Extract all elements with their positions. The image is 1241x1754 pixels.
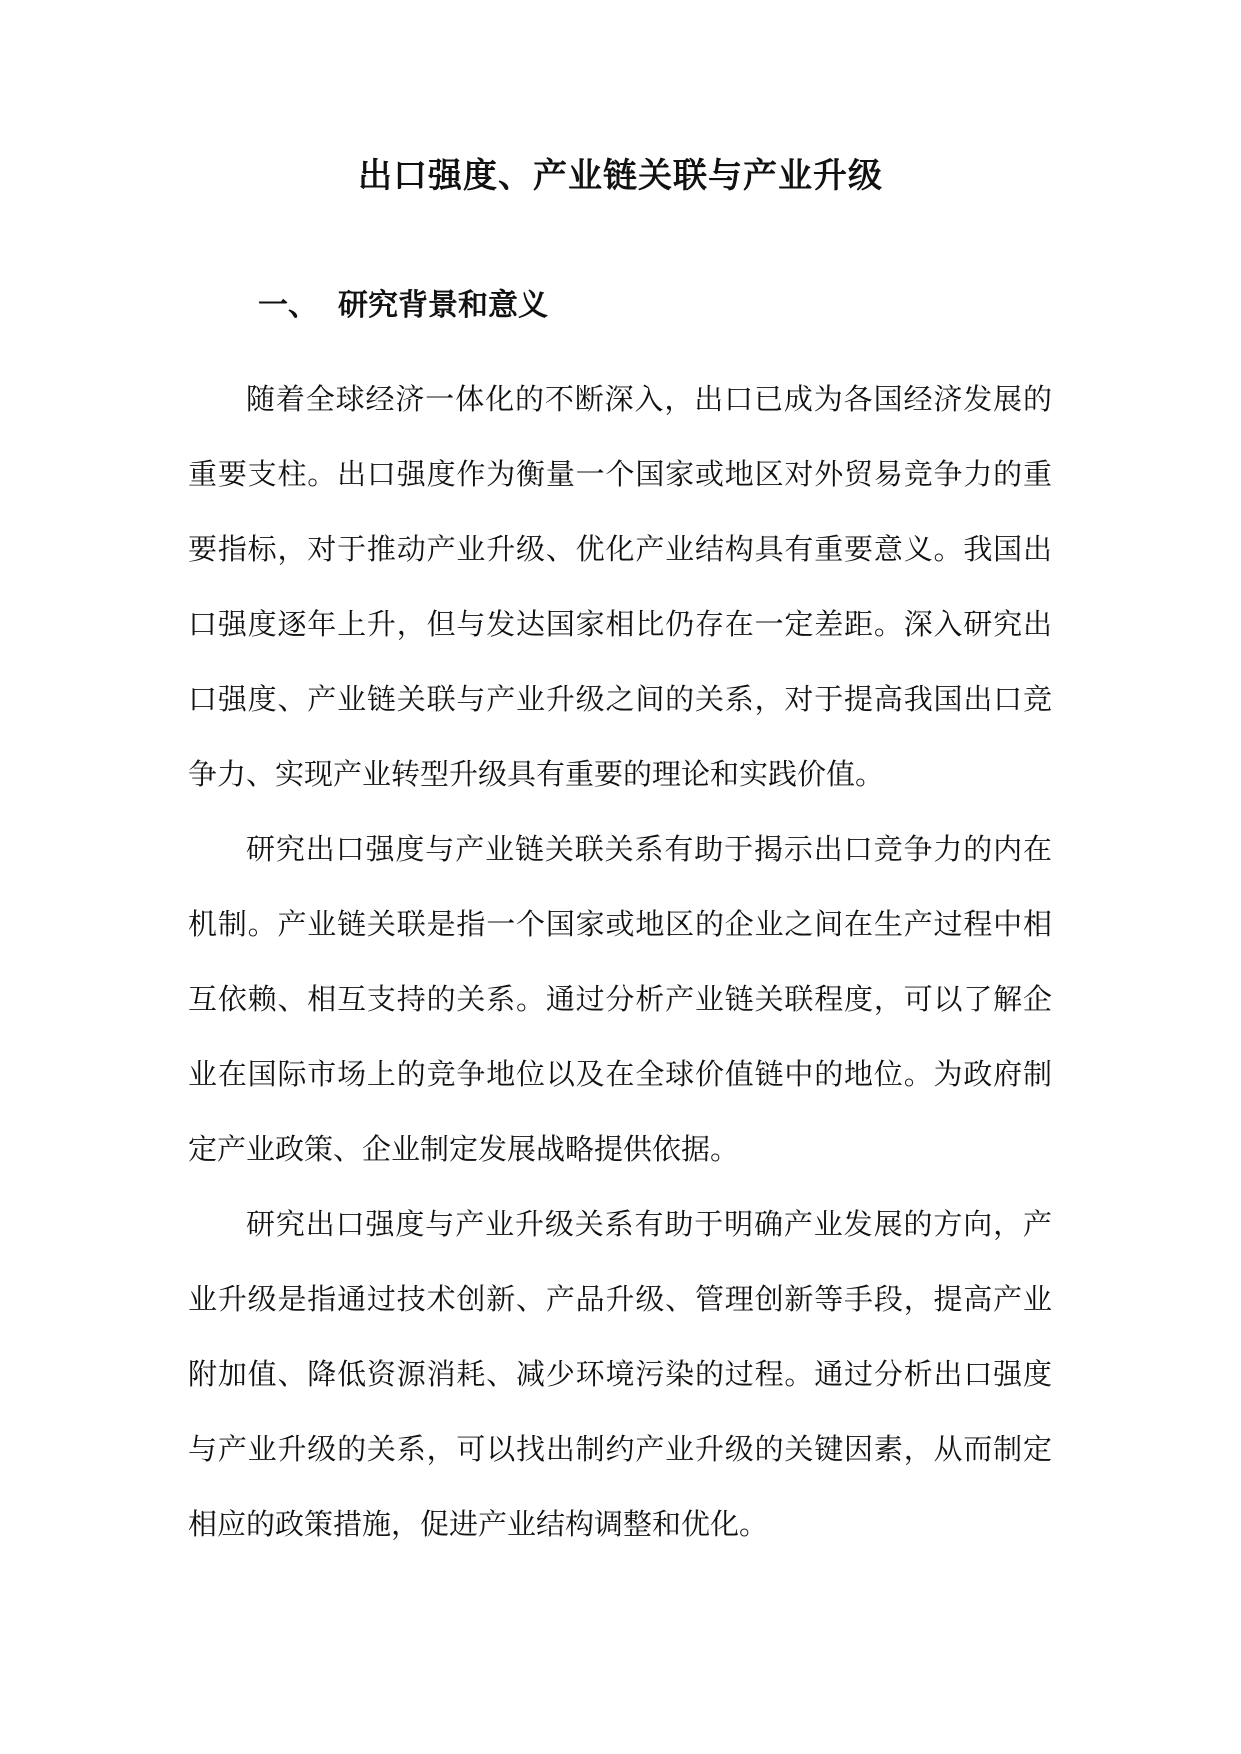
paragraph-industry-chain: 研究出口强度与产业链关联关系有助于揭示出口竞争力的内在机制。产业链关联是指一个国家或地区的企业之间在生产过程中相互依赖、相互支持的关系。通过分析产业链关联程度，可以了解企业在国际市场上的竞争地位以及在全球价值链中的地位。为政府制定产业政策、企业制定发展战略提供依据。 <box>188 832 1052 1166</box>
section-number: 一、 <box>258 288 318 323</box>
paragraph-background: 随着全球经济一体化的不断深入，出口已成为各国经济发展的重要支柱。出口强度作为衡量一个国家或地区对外贸易竞争力的重要指标，对于推动产业升级、优化产业结构具有重要意义。我国出口强度逐年上升，但与发达国家相比仍存在一定差距。深入研究出口强度、产业链关联与产业升级之间的关系，对于提高我国出口竞争力、实现产业转型升级具有重要的理论和实践价值。 <box>188 382 1052 791</box>
section-heading <box>258 282 548 330</box>
document-body <box>188 362 1052 1562</box>
document-title: 出口强度、产业链关联与产业升级 <box>358 156 883 196</box>
section-title: 研究背景和意义 <box>338 288 548 323</box>
paragraph-industry-upgrade: 研究出口强度与产业升级关系有助于明确产业发展的方向，产业升级是指通过技术创新、产品升级、管理创新等手段，提高产业附加值、降低资源消耗、减少环境污染的过程。通过分析出口强度与产业升级的关系，可以找出制约产业升级的关键因素，从而制定相应的政策措施，促进产业结构调整和优化。 <box>188 1207 1052 1541</box>
